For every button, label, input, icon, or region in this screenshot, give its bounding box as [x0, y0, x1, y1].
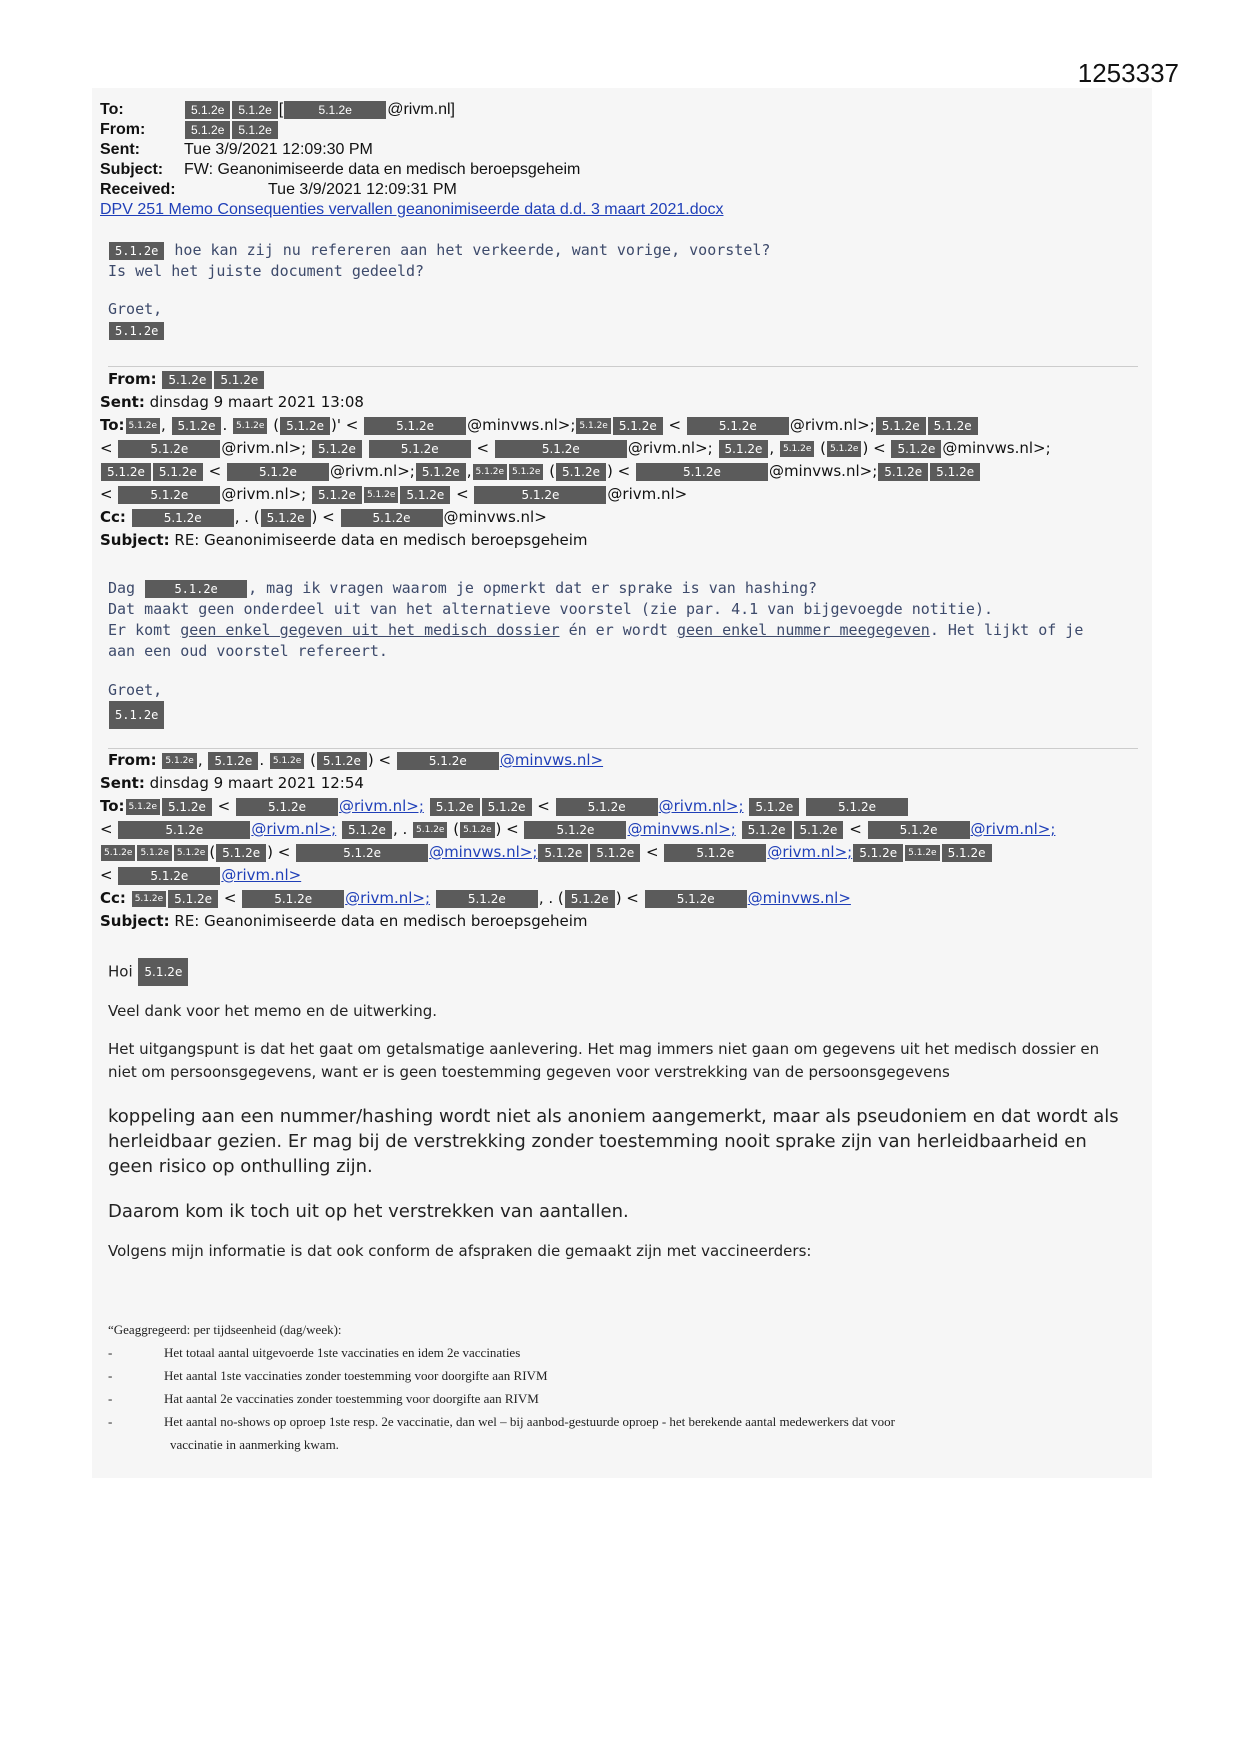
email-link[interactable]: @minvws.nl>; — [627, 820, 736, 838]
redaction: 5.1.2e — [341, 509, 443, 527]
email-link[interactable]: @rivm.nl> — [221, 866, 302, 884]
paragraph: Volgens mijn informatie is dat ook conform de afspraken die gemaakt zijn met vaccineerders: — [108, 1242, 812, 1260]
redaction: 5.1.2e — [369, 440, 471, 458]
paragraph: Het uitgangspunt is dat het gaat om getalsmatige aanlevering. Het mag immers niet gaan om gegevens uit het medisch dossier en niet om persoonsgegevens, want er is geen toestemming gegeven voor verstrekking van de persoonsgegevens — [108, 1040, 1100, 1081]
from-label: From: — [108, 751, 157, 769]
redaction: 5.1.2e — [780, 441, 814, 457]
received-label: Received: — [100, 181, 176, 198]
redaction: 5.1.2e — [687, 417, 789, 435]
email-domain: @minvws.nl> — [443, 508, 547, 526]
quote-intro: “Geaggregeerd: per tijdseenheid (dag/week): — [108, 1322, 342, 1337]
redaction: 5.1.2e — [474, 486, 606, 504]
email-domain: @minvws.nl>; — [768, 462, 878, 480]
underlined-text: geen enkel nummer meegegeven — [676, 621, 930, 639]
cc-label: Cc: — [100, 508, 126, 526]
cc-label: Cc: — [100, 889, 126, 907]
redaction: 5.1.2e — [473, 464, 507, 480]
redaction: 5.1.2e — [556, 463, 606, 481]
redaction: 5.1.2e — [416, 463, 466, 481]
underlined-text: geen enkel gegeven uit het medisch dossier — [180, 621, 560, 639]
redaction: 5.1.2e — [538, 844, 588, 862]
email-link[interactable]: @minvws.nl> — [499, 751, 604, 769]
sent-label: Sent: — [100, 141, 140, 158]
redaction: 5.1.2e — [853, 844, 903, 862]
redaction: 5.1.2e — [118, 440, 220, 458]
redaction: 5.1.2e — [868, 821, 970, 839]
redaction: 5.1.2e — [280, 417, 330, 435]
redaction: 5.1.2e — [556, 798, 658, 816]
redaction: 5.1.2e — [137, 845, 171, 861]
redaction: 5.1.2e — [216, 844, 266, 862]
separator — [108, 366, 1138, 367]
email-link[interactable]: @rivm.nl>; — [767, 843, 853, 861]
email-header: To: 5.1.2e 5.1.2e [ 5.1.2e @rivm.nl] From: 5.1.2e 5.1.2e Sent: Tue 3/9/2021 12:09:30 PM Subject: FW: Geanonimiseerde data en medisch beroepsgeheim Received: Tue 3/9/2021 12:09:31 PM DPV 251 Memo Consequenties vervallen geanonimiseerde data d.d. 3 maart 2021.docx — [100, 101, 724, 218]
redaction: 5.1.2e — [312, 486, 362, 504]
redaction: 5.1.2e — [233, 418, 267, 434]
redaction: 5.1.2e — [317, 752, 367, 770]
sent-label: Sent: — [100, 393, 145, 411]
redaction: 5.1.2e — [636, 463, 768, 481]
paragraph: Veel dank voor het memo en de uitwerking. — [108, 1002, 438, 1020]
redaction: 5.1.2e — [185, 101, 230, 119]
redaction: 5.1.2e — [742, 821, 792, 839]
redaction: 5.1.2e — [495, 440, 627, 458]
message-1-line-2: Is wel het juiste document gedeeld? — [108, 262, 425, 280]
redaction: 5.1.2e — [109, 701, 164, 729]
redaction: 5.1.2e — [342, 821, 392, 839]
redaction: 5.1.2e — [942, 844, 992, 862]
subject-value: RE: Geanonimiseerde data en medisch beroepsgeheim — [174, 531, 588, 549]
redaction: 5.1.2e — [227, 463, 329, 481]
redaction: 5.1.2e — [208, 752, 258, 770]
to-label: To: — [100, 797, 125, 815]
from-label: From: — [100, 121, 146, 138]
text: Er komt — [108, 621, 181, 639]
bullet: - — [108, 1345, 113, 1360]
redaction: 5.1.2e — [928, 417, 978, 435]
email-link[interactable]: @rivm.nl>; — [339, 797, 424, 815]
redaction: 5.1.2e — [524, 821, 626, 839]
from-label: From: — [108, 370, 157, 388]
email-domain: @minvws.nl>; — [942, 439, 1051, 457]
subject-label: Subject: — [100, 531, 170, 549]
bullet: - — [108, 1414, 113, 1429]
redaction: 5.1.2e — [613, 417, 663, 435]
redaction: 5.1.2e — [214, 371, 264, 389]
redaction: 5.1.2e — [436, 890, 538, 908]
redaction: 5.1.2e — [460, 822, 494, 838]
paragraph: Daarom kom ik toch uit op het verstrekken van aantallen. — [108, 1201, 629, 1222]
redaction: 5.1.2e — [930, 463, 980, 481]
email-link[interactable]: @minvws.nl> — [747, 889, 851, 907]
redaction: 5.1.2e — [664, 844, 766, 862]
redaction: 5.1.2e — [242, 890, 344, 908]
redaction: 5.1.2e — [168, 890, 218, 908]
redaction: 5.1.2e — [905, 845, 939, 861]
redaction: 5.1.2e — [827, 441, 861, 457]
redaction: 5.1.2e — [296, 844, 428, 862]
sent-label: Sent: — [100, 774, 145, 792]
redaction: 5.1.2e — [185, 121, 230, 139]
redaction: 5.1.2e — [132, 509, 234, 527]
redaction: 5.1.2e — [153, 463, 203, 481]
redaction: 5.1.2e — [878, 463, 928, 481]
email-domain: @rivm.nl>; — [221, 439, 307, 457]
redaction: 5.1.2e — [400, 486, 450, 504]
email-link[interactable]: @rivm.nl>; — [658, 797, 744, 815]
sent-value: dinsdag 9 maart 2021 13:08 — [149, 393, 364, 411]
sent-value: Tue 3/9/2021 12:09:30 PM — [184, 141, 373, 158]
redaction: 5.1.2e — [876, 417, 926, 435]
redaction: 5.1.2e — [162, 753, 196, 769]
subject-value: FW: Geanonimiseerde data en medisch beroepsgeheim — [184, 161, 581, 178]
email-domain: @rivm.nl>; — [329, 462, 415, 480]
bullet: - — [108, 1391, 113, 1406]
redaction: 5.1.2e — [482, 798, 532, 816]
text: . Het lijkt of je — [929, 621, 1084, 639]
greeting: Groet, — [108, 300, 163, 318]
document-number: 1253337 — [1077, 58, 1179, 88]
quoted-list — [108, 1318, 895, 1456]
list-item: Hat aantal 2e vaccinaties zonder toestemming voor doorgifte aan RIVM — [164, 1391, 539, 1406]
paragraph: Dat maakt geen onderdeel uit van het alternatieve voorstel (zie par. 4.1 van bijgevoegde notitie). — [108, 600, 994, 618]
email-domain: @rivm.nl>; — [789, 416, 875, 434]
redaction: 5.1.2e — [232, 101, 277, 119]
redaction: 5.1.2e — [270, 753, 304, 769]
subject-label: Subject: — [100, 161, 164, 178]
redaction: 5.1.2e — [138, 958, 188, 986]
message-2-body — [108, 578, 1128, 729]
redaction: 5.1.2e — [126, 418, 160, 434]
redaction: 5.1.2e — [174, 845, 208, 861]
message-1-line-1: hoe kan zij nu refereren aan het verkeerde, want vorige, voorstel? — [174, 241, 771, 259]
to-address: @rivm.nl] — [387, 101, 455, 118]
to-label: To: — [100, 416, 125, 434]
to-label: To: — [100, 101, 124, 118]
received-value: Tue 3/9/2021 12:09:31 PM — [268, 181, 457, 198]
salutation: Hoi — [108, 962, 133, 981]
greeting: Groet, — [108, 681, 163, 699]
redaction: 5.1.2e — [364, 417, 466, 435]
email-domain: @minvws.nl>; — [467, 416, 576, 434]
redaction: 5.1.2e — [806, 798, 908, 816]
list-item-continued: vaccinatie in aanmerking kwam. — [170, 1437, 339, 1452]
redaction: 5.1.2e — [118, 867, 220, 885]
redaction: 5.1.2e — [413, 822, 447, 838]
email-link[interactable]: @rivm.nl>; — [345, 889, 431, 907]
redaction: 5.1.2e — [590, 844, 640, 862]
email-domain: @rivm.nl>; — [221, 485, 307, 503]
paragraph: aan een oud voorstel refereert. — [108, 642, 388, 660]
redaction: 5.1.2e — [172, 417, 222, 435]
redaction: 5.1.2e — [118, 486, 220, 504]
redaction: 5.1.2e — [261, 509, 311, 527]
redaction: 5.1.2e — [145, 580, 247, 598]
list-item: Het aantal 1ste vaccinaties zonder toestemming voor doorgifte aan RIVM — [164, 1368, 548, 1383]
redaction: 5.1.2e — [236, 798, 338, 816]
redaction: 5.1.2e — [132, 891, 166, 907]
sent-value: dinsdag 9 maart 2021 12:54 — [149, 774, 364, 792]
redaction: 5.1.2e — [162, 798, 212, 816]
message-2-header: From: 5.1.2e 5.1.2e Sent: dinsdag 9 maart 2021 13:08 To: 5.1.2e , 5.1.2e . 5.1.2e ( 5.1.2e )' < 5.1.2e @minvws.nl>; 5.1.2e 5.1.2e < 5.1.2e @rivm.nl>; 5.1.2e 5.1.2e < 5.1.2e @rivm.nl>; 5.1.2e 5.1.2e < 5.1.2e @rivm.nl>; 5.1.2e , 5.1.2e ( 5.1.2e ) < 5.1.2e @minvws.nl>; 5.1.2e 5.1.2e < 5.1.2e @rivm.nl>; 5.1.2e , 5.1.2e 5.1.2e ( 5.1.2e ) < 5.1.2e @minvws.nl>; 5.1.2e 5.1.2e < 5.1.2e @rivm.nl>; 5.1.2e 5.1.2e 5.1.2e < 5.1.2e @rivm.nl> Cc: 5.1.2e , . ( 5.1.2e ) < 5.1.2e @minvws.nl> Subject: RE: Geanonimiseerde data en medisch beroepsgeheim — [100, 370, 1051, 549]
redaction: 5.1.2e — [284, 101, 386, 119]
message-3-body — [108, 958, 1128, 1260]
email-domain: @rivm.nl>; — [627, 439, 713, 457]
redaction: 5.1.2e — [109, 322, 164, 340]
email-link[interactable]: @rivm.nl>; — [970, 820, 1056, 838]
redaction: 5.1.2e — [794, 821, 844, 839]
subject-label: Subject: — [100, 912, 170, 930]
redaction: 5.1.2e — [126, 799, 160, 815]
redaction: 5.1.2e — [162, 371, 212, 389]
text: én er wordt — [559, 621, 677, 639]
list-item: Het aantal no-shows op oproep 1ste resp. 2e vaccinatie, dan wel – bij aanbod-gestuurde oproep - het berekende aantal medewerkers dat voor — [164, 1414, 895, 1429]
redaction: 5.1.2e — [645, 890, 747, 908]
paragraph: koppeling aan een nummer/hashing wordt niet als anoniem aangemerkt, maar als pseudoniem en dat wordt als herleidbaar gezien. Er mag bij de verstrekking zonder toestemming nooit sprake zijn van herleidbaarheid en geen risico op onthulling zijn. — [108, 1106, 1119, 1177]
redaction: 5.1.2e — [397, 752, 499, 770]
redaction: 5.1.2e — [891, 440, 941, 458]
list-item: Het totaal aantal uitgevoerde 1ste vaccinaties en idem 2e vaccinaties — [164, 1345, 521, 1360]
attachment-link[interactable]: DPV 251 Memo Consequenties vervallen geanonimiseerde data d.d. 3 maart 2021.docx — [100, 201, 724, 218]
message-1 — [108, 240, 770, 341]
redaction: 5.1.2e — [576, 418, 610, 434]
email-link[interactable]: @minvws.nl>; — [429, 843, 538, 861]
email-domain: @rivm.nl> — [607, 485, 688, 503]
redaction: 5.1.2e — [719, 440, 769, 458]
paragraph: , mag ik vragen waarom je opmerkt dat er sprake is van hashing? — [248, 579, 818, 597]
redaction: 5.1.2e — [364, 487, 398, 503]
redaction: 5.1.2e — [312, 440, 362, 458]
email-link[interactable]: @rivm.nl>; — [251, 820, 337, 838]
message-3-header: From: 5.1.2e , 5.1.2e . 5.1.2e ( 5.1.2e ) < 5.1.2e @minvws.nl> Sent: dinsdag 9 maart 2021 12:54 To: 5.1.2e 5.1.2e < 5.1.2e @rivm.nl>; 5.1.2e 5.1.2e < 5.1.2e @rivm.nl>; 5.1.2e 5.1.2e < 5.1.2e @rivm.nl>; 5.1.2e , . 5.1.2e ( 5.1.2e ) < 5.1.2e @minvws.nl>; 5.1.2e 5.1.2e < 5.1.2e @rivm.nl>; 5.1.2e 5.1.2e 5.1.2e ( 5.1.2e ) < 5.1.2e @minvws.nl>; 5.1.2e 5.1.2e < 5.1.2e @rivm.nl>; 5.1.2e 5.1.2e 5.1.2e < 5.1.2e @rivm.nl> Cc: 5.1.2e 5.1.2e < 5.1.2e @rivm.nl>; 5.1.2e , . ( 5.1.2e ) < 5.1.2e @minvws.nl> Subject: RE: Geanonimiseerde data en medisch beroepsgeheim — [100, 751, 1056, 930]
redaction: 5.1.2e — [509, 464, 543, 480]
salutation: Dag — [108, 579, 136, 597]
redaction: 5.1.2e — [118, 821, 250, 839]
redaction: 5.1.2e — [232, 121, 277, 139]
redaction: 5.1.2e — [565, 890, 615, 908]
redaction: 5.1.2e — [101, 845, 135, 861]
redaction: 5.1.2e — [749, 798, 799, 816]
bullet: - — [108, 1368, 113, 1383]
redaction: 5.1.2e — [101, 463, 151, 481]
subject-value: RE: Geanonimiseerde data en medisch beroepsgeheim — [174, 912, 588, 930]
redaction: 5.1.2e — [109, 242, 164, 260]
redaction: 5.1.2e — [430, 798, 480, 816]
